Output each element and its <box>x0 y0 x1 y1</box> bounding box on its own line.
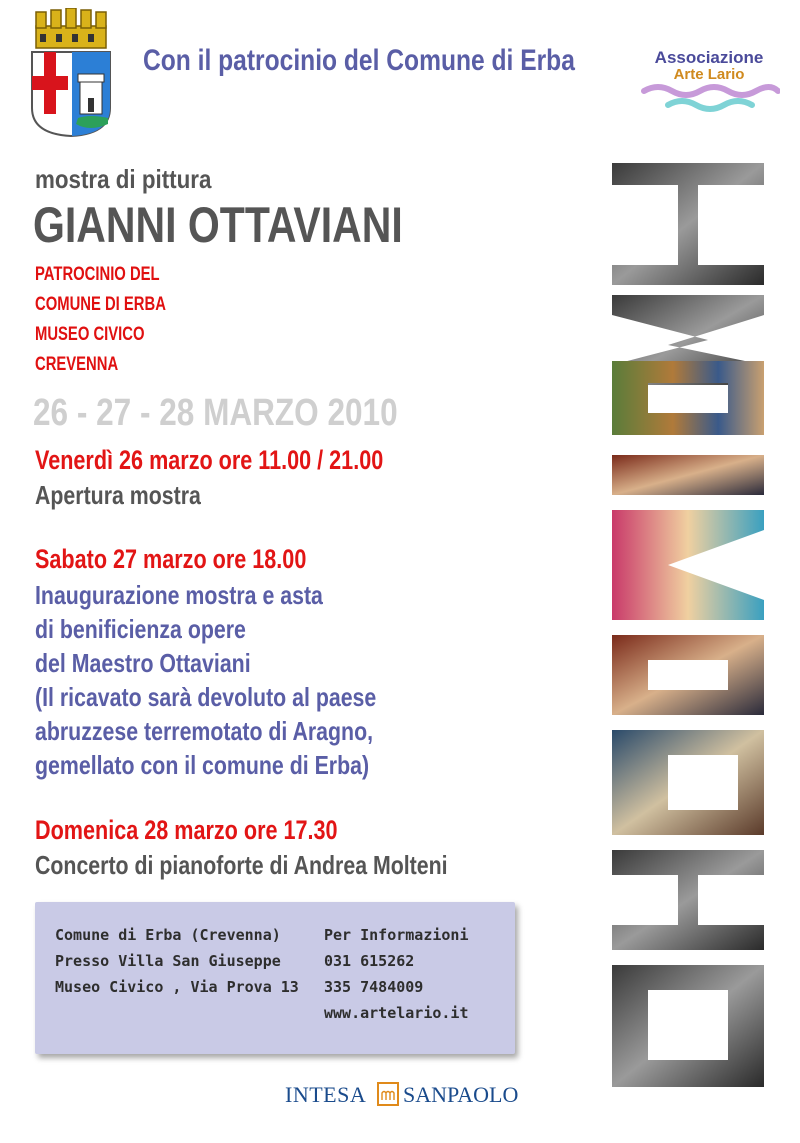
venue-line: Museo Civico , Via Prova 13 <box>55 978 299 996</box>
event-description: Concerto di pianoforte di Andrea Molteni <box>35 850 448 880</box>
info-box <box>35 902 515 1054</box>
event-date: Domenica 28 marzo ore 17.30 <box>35 815 338 845</box>
patronage-line: CREVENNA <box>35 354 119 375</box>
event-description: Inaugurazione mostra e asta <box>35 580 323 610</box>
contact-phone: 031 615262 <box>324 952 415 970</box>
event-description: del Maestro Ottaviani <box>35 648 251 678</box>
association-name: Associazione <box>654 48 764 67</box>
arte-lario-logo <box>638 45 780 115</box>
ottaviani-collage-art <box>608 155 768 1090</box>
patronage-header: Con il patrocinio del Comune di Erba <box>143 44 575 77</box>
comune-crest-logo <box>28 8 114 138</box>
contact-heading: Per Informazioni <box>324 926 469 944</box>
bank-mark-icon <box>377 1082 399 1106</box>
event-description: Apertura mostra <box>35 480 201 510</box>
contact-mobile: 335 7484009 <box>324 978 424 996</box>
patronage-line: MUSEO CIVICO <box>35 324 145 345</box>
sponsor-name-right: SANPAOLO <box>403 1082 519 1107</box>
exhibition-type: mostra di pittura <box>35 164 212 194</box>
event-date: Sabato 27 marzo ore 18.00 <box>35 544 307 574</box>
patronage-line: COMUNE DI ERBA <box>35 294 166 315</box>
sponsor-name-left: INTESA <box>285 1082 367 1107</box>
event-description: abruzzese terremotato di Aragno, <box>35 716 374 746</box>
event-description: di benificienza opere <box>35 614 246 644</box>
contact-website[interactable]: www.artelario.it <box>324 1004 469 1022</box>
wave-icon <box>638 81 780 113</box>
venue-line: Comune di Erba (Crevenna) <box>55 926 281 944</box>
association-subtitle: Arte Lario <box>673 66 745 83</box>
venue-line: Presso Villa San Giuseppe <box>55 952 281 970</box>
event-description: gemellato con il comune di Erba) <box>35 750 370 780</box>
patronage-line: PATROCINIO DEL <box>35 264 160 285</box>
event-description: (Il ricavato sarà devoluto al paese <box>35 682 377 712</box>
artist-name: GIANNI OTTAVIANI <box>33 197 403 253</box>
event-date: Venerdì 26 marzo ore 11.00 / 21.00 <box>35 445 384 475</box>
exhibition-dates: 26 - 27 - 28 MARZO 2010 <box>33 392 398 434</box>
